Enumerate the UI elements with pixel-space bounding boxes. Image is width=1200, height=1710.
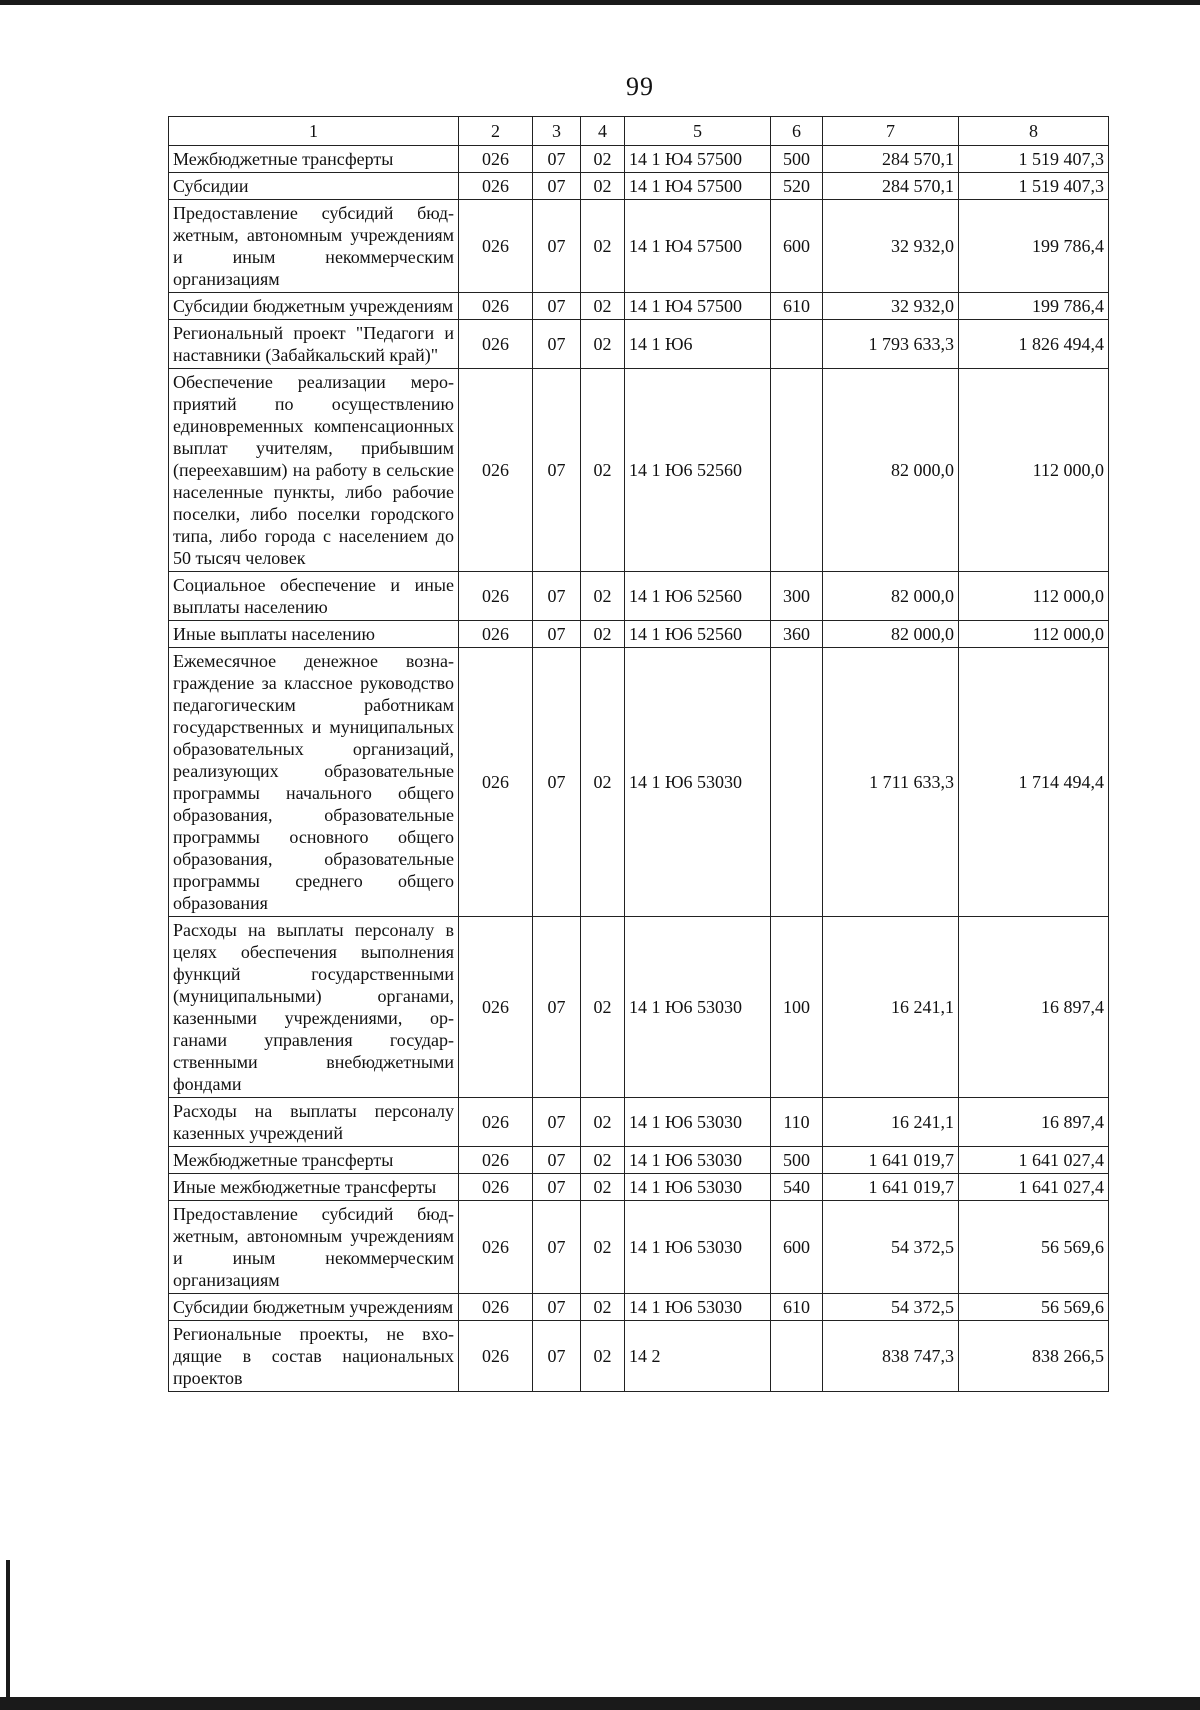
ministry-code-cell: 026 [459, 648, 533, 917]
ministry-code-cell: 026 [459, 1174, 533, 1201]
section-code-cell: 07 [533, 173, 581, 200]
subsection-code-cell: 02 [581, 1147, 625, 1174]
amount-year2-cell: 56 569,6 [959, 1294, 1109, 1321]
expense-type-cell [771, 320, 823, 369]
ministry-code-cell: 026 [459, 621, 533, 648]
table-row [169, 369, 1109, 572]
subsection-code-cell: 02 [581, 1201, 625, 1294]
expense-name-cell: Ежемесячное денежное вознаграждение за классное руководство педагогическим работникам государственных и муниципальных образовательных организаций, реализующих образовательные программы начального общего образования, образовательные программы основного общего образования, образовательные программы среднего общего образования [169, 648, 459, 917]
target-article-cell: 14 1 Ю6 53030 [625, 917, 771, 1098]
table-row [169, 146, 1109, 173]
target-article-cell: 14 1 Ю6 53030 [625, 1201, 771, 1294]
table-row [169, 1321, 1109, 1392]
ministry-code-cell: 026 [459, 369, 533, 572]
table-row [169, 1147, 1109, 1174]
amount-year1-cell: 82 000,0 [823, 572, 959, 621]
target-article-cell: 14 1 Ю6 53030 [625, 1147, 771, 1174]
section-code-cell: 07 [533, 1321, 581, 1392]
amount-year2-cell: 1 641 027,4 [959, 1174, 1109, 1201]
expense-type-cell: 100 [771, 917, 823, 1098]
expense-type-cell [771, 369, 823, 572]
amount-year1-cell: 32 932,0 [823, 293, 959, 320]
header-cell: 5 [625, 117, 771, 146]
section-code-cell: 07 [533, 1201, 581, 1294]
table-row [169, 648, 1109, 917]
target-article-cell: 14 1 Ю6 53030 [625, 1174, 771, 1201]
expense-type-cell: 500 [771, 146, 823, 173]
ministry-code-cell: 026 [459, 146, 533, 173]
ministry-code-cell: 026 [459, 1321, 533, 1392]
header-cell: 1 [169, 117, 459, 146]
amount-year1-cell: 284 570,1 [823, 173, 959, 200]
amount-year2-cell: 838 266,5 [959, 1321, 1109, 1392]
expense-type-cell: 360 [771, 621, 823, 648]
ministry-code-cell: 026 [459, 572, 533, 621]
expense-name-cell: Региональный проект "Педагоги и наставники (Забайкальский край)" [169, 320, 459, 369]
subsection-code-cell: 02 [581, 1098, 625, 1147]
table-row [169, 1174, 1109, 1201]
section-code-cell: 07 [533, 917, 581, 1098]
table-row [169, 173, 1109, 200]
target-article-cell: 14 1 Ю6 53030 [625, 1098, 771, 1147]
expense-name-cell: Расходы на выплаты персоналу казенных учреждений [169, 1098, 459, 1147]
header-cell: 2 [459, 117, 533, 146]
header-row [169, 117, 1109, 146]
amount-year2-cell: 199 786,4 [959, 293, 1109, 320]
amount-year2-cell: 1 519 407,3 [959, 173, 1109, 200]
ministry-code-cell: 026 [459, 1294, 533, 1321]
table-body [169, 146, 1109, 1392]
expense-name-cell: Предоставление субсидий бюджетным, автономным учреждениям и иным некоммерческим организациям [169, 1201, 459, 1294]
amount-year2-cell: 112 000,0 [959, 621, 1109, 648]
amount-year2-cell: 56 569,6 [959, 1201, 1109, 1294]
target-article-cell: 14 1 Ю6 53030 [625, 648, 771, 917]
subsection-code-cell: 02 [581, 146, 625, 173]
target-article-cell: 14 1 Ю4 57500 [625, 293, 771, 320]
amount-year2-cell: 112 000,0 [959, 572, 1109, 621]
amount-year1-cell: 54 372,5 [823, 1294, 959, 1321]
scan-border-top [0, 0, 1200, 5]
ministry-code-cell: 026 [459, 1098, 533, 1147]
amount-year1-cell: 82 000,0 [823, 621, 959, 648]
section-code-cell: 07 [533, 648, 581, 917]
section-code-cell: 07 [533, 320, 581, 369]
expense-type-cell: 300 [771, 572, 823, 621]
table-row [169, 320, 1109, 369]
amount-year1-cell: 1 641 019,7 [823, 1147, 959, 1174]
expense-type-cell [771, 648, 823, 917]
section-code-cell: 07 [533, 1174, 581, 1201]
ministry-code-cell: 026 [459, 1201, 533, 1294]
amount-year1-cell: 32 932,0 [823, 200, 959, 293]
subsection-code-cell: 02 [581, 320, 625, 369]
subsection-code-cell: 02 [581, 1321, 625, 1392]
ministry-code-cell: 026 [459, 1147, 533, 1174]
subsection-code-cell: 02 [581, 917, 625, 1098]
amount-year2-cell: 1 826 494,4 [959, 320, 1109, 369]
section-code-cell: 07 [533, 200, 581, 293]
expense-type-cell: 610 [771, 293, 823, 320]
expense-name-cell: Субсидии [169, 173, 459, 200]
target-article-cell: 14 1 Ю4 57500 [625, 200, 771, 293]
amount-year2-cell: 1 714 494,4 [959, 648, 1109, 917]
table-row [169, 572, 1109, 621]
amount-year1-cell: 1 711 633,3 [823, 648, 959, 917]
section-code-cell: 07 [533, 621, 581, 648]
expense-type-cell: 110 [771, 1098, 823, 1147]
subsection-code-cell: 02 [581, 572, 625, 621]
target-article-cell: 14 1 Ю6 52560 [625, 621, 771, 648]
expense-type-cell: 520 [771, 173, 823, 200]
ministry-code-cell: 026 [459, 200, 533, 293]
target-article-cell: 14 2 [625, 1321, 771, 1392]
header-cell: 8 [959, 117, 1109, 146]
subsection-code-cell: 02 [581, 293, 625, 320]
amount-year2-cell: 1 641 027,4 [959, 1147, 1109, 1174]
section-code-cell: 07 [533, 369, 581, 572]
table-row [169, 1098, 1109, 1147]
ministry-code-cell: 026 [459, 173, 533, 200]
subsection-code-cell: 02 [581, 1174, 625, 1201]
subsection-code-cell: 02 [581, 1294, 625, 1321]
expense-type-cell: 610 [771, 1294, 823, 1321]
table-row [169, 621, 1109, 648]
subsection-code-cell: 02 [581, 621, 625, 648]
table-row [169, 200, 1109, 293]
amount-year1-cell: 82 000,0 [823, 369, 959, 572]
amount-year1-cell: 1 641 019,7 [823, 1174, 959, 1201]
expense-name-cell: Межбюджетные трансферты [169, 146, 459, 173]
table-row [169, 917, 1109, 1098]
amount-year1-cell: 16 241,1 [823, 917, 959, 1098]
subsection-code-cell: 02 [581, 173, 625, 200]
subsection-code-cell: 02 [581, 200, 625, 293]
subsection-code-cell: 02 [581, 648, 625, 917]
expense-name-cell: Субсидии бюджетным учреждениям [169, 1294, 459, 1321]
header-cell: 3 [533, 117, 581, 146]
target-article-cell: 14 1 Ю6 52560 [625, 369, 771, 572]
ministry-code-cell: 026 [459, 320, 533, 369]
expense-name-cell: Иные выплаты населению [169, 621, 459, 648]
amount-year1-cell: 838 747,3 [823, 1321, 959, 1392]
amount-year1-cell: 16 241,1 [823, 1098, 959, 1147]
section-code-cell: 07 [533, 146, 581, 173]
expense-name-cell: Иные межбюджетные трансферты [169, 1174, 459, 1201]
amount-year2-cell: 16 897,4 [959, 1098, 1109, 1147]
section-code-cell: 07 [533, 1147, 581, 1174]
target-article-cell: 14 1 Ю4 57500 [625, 146, 771, 173]
scan-border-bottom [0, 1697, 1200, 1710]
target-article-cell: 14 1 Ю6 [625, 320, 771, 369]
section-code-cell: 07 [533, 1098, 581, 1147]
table-row [169, 1294, 1109, 1321]
expense-name-cell: Расходы на выплаты персоналу в целях обеспечения выполнения функций государственными (муниципальными) органами, казенными учреждениями, органами управления государственными внебюджетными фондами [169, 917, 459, 1098]
ministry-code-cell: 026 [459, 917, 533, 1098]
expense-type-cell: 600 [771, 200, 823, 293]
expense-type-cell: 600 [771, 1201, 823, 1294]
expense-name-cell: Межбюджетные трансферты [169, 1147, 459, 1174]
section-code-cell: 07 [533, 1294, 581, 1321]
target-article-cell: 14 1 Ю6 52560 [625, 572, 771, 621]
expense-name-cell: Региональные проекты, не входящие в состав национальных проектов [169, 1321, 459, 1392]
budget-table [168, 116, 1109, 1392]
header-cell: 6 [771, 117, 823, 146]
amount-year2-cell: 16 897,4 [959, 917, 1109, 1098]
section-code-cell: 07 [533, 572, 581, 621]
expense-name-cell: Социальное обеспечение и иные выплаты населению [169, 572, 459, 621]
amount-year2-cell: 199 786,4 [959, 200, 1109, 293]
section-code-cell: 07 [533, 293, 581, 320]
scan-border-left [6, 1560, 10, 1700]
target-article-cell: 14 1 Ю6 53030 [625, 1294, 771, 1321]
page-number: 99 [626, 72, 654, 101]
expense-type-cell: 500 [771, 1147, 823, 1174]
header-cell: 4 [581, 117, 625, 146]
amount-year2-cell: 112 000,0 [959, 369, 1109, 572]
table-row [169, 1201, 1109, 1294]
expense-type-cell [771, 1321, 823, 1392]
expense-name-cell: Обеспечение реализации мероприятий по осуществлению единовременных компенсационных выплат учителям, прибывшим (переехавшим) на работу в сельские населенные пункты, либо рабочие поселки, либо поселки городского типа, либо города с населением до 50 тысяч человек [169, 369, 459, 572]
amount-year1-cell: 54 372,5 [823, 1201, 959, 1294]
amount-year2-cell: 1 519 407,3 [959, 146, 1109, 173]
ministry-code-cell: 026 [459, 293, 533, 320]
expense-name-cell: Предоставление субсидий бюджетным, автономным учреждениям и иным некоммерческим организациям [169, 200, 459, 293]
amount-year1-cell: 284 570,1 [823, 146, 959, 173]
expense-type-cell: 540 [771, 1174, 823, 1201]
subsection-code-cell: 02 [581, 369, 625, 572]
table-row [169, 293, 1109, 320]
table-header [169, 117, 1109, 146]
target-article-cell: 14 1 Ю4 57500 [625, 173, 771, 200]
header-cell: 7 [823, 117, 959, 146]
expense-name-cell: Субсидии бюджетным учреждениям [169, 293, 459, 320]
amount-year1-cell: 1 793 633,3 [823, 320, 959, 369]
